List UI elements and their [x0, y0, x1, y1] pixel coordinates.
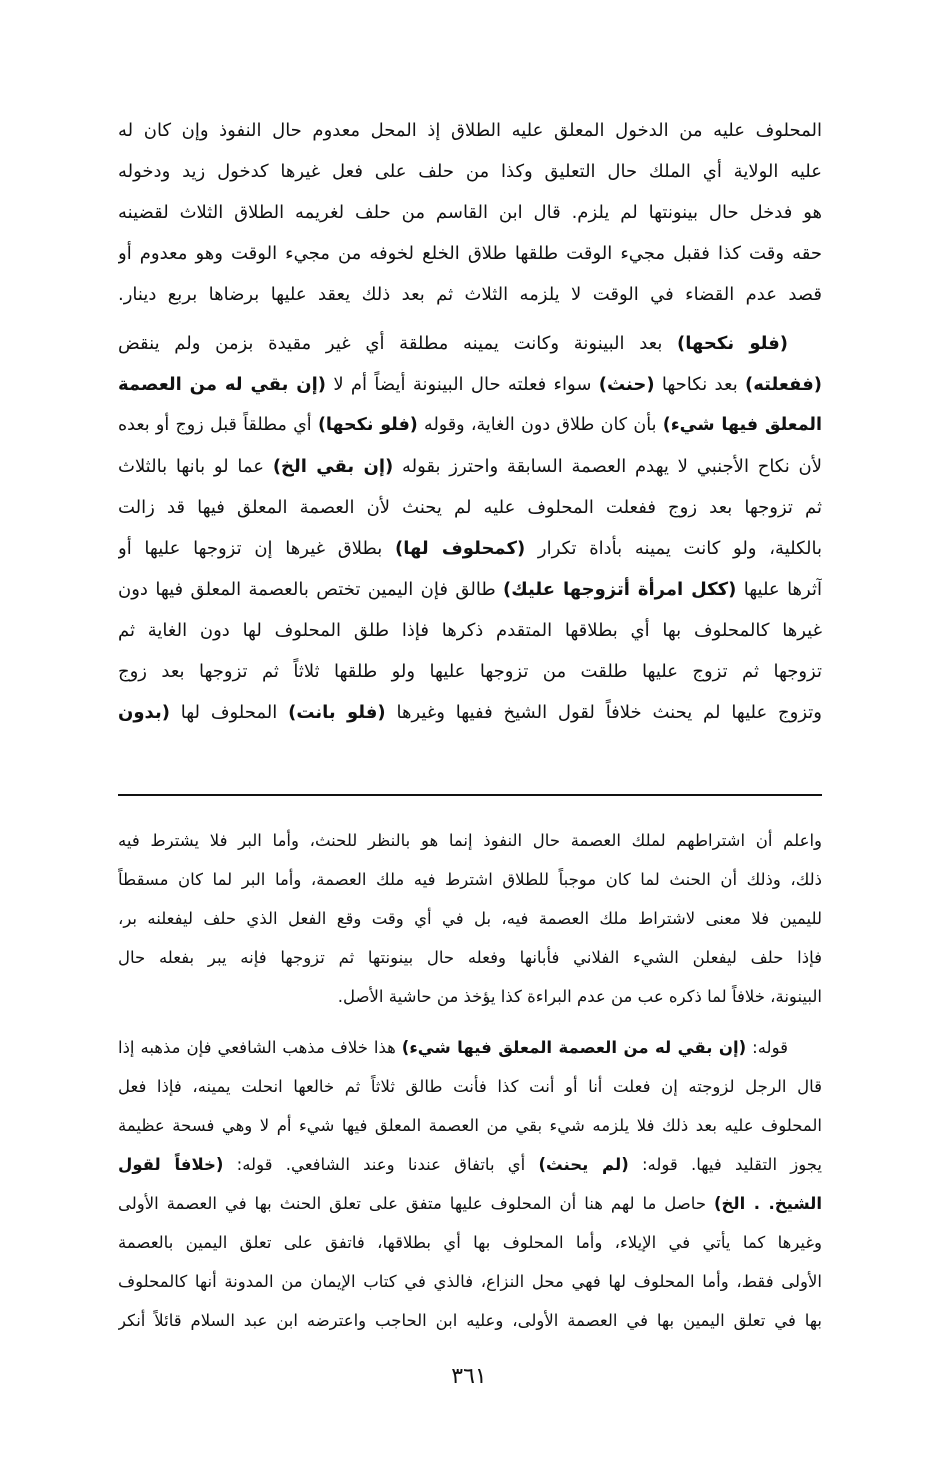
bold-quoted-term: (ككل امرأة أتزوجها عليك) [503, 579, 737, 600]
text-line [118, 569, 822, 610]
bold-quoted-term: (بدون [118, 702, 170, 723]
text-segment: بها في تعلق اليمين بها في العصمة الأولى، وعليه ابن الحاجب واعترضه ابن عبد السلام قائلاً أنكر [118, 1311, 822, 1330]
main-paragraph-1 [118, 110, 822, 315]
text-segment: سواء فعلته حال البينونة أيضاً أم لا [326, 374, 599, 395]
text-line [118, 610, 822, 651]
text-segment: وغيرها كما يأتي في الإيلاء، وأما المحلوف بها أي بطلاقها، فاتفق على تعلق اليمين بالعصمة [118, 1233, 822, 1252]
bold-quoted-term: (فلو نكحها) [317, 415, 418, 435]
text-line [118, 405, 822, 446]
text-line [118, 323, 822, 364]
text-segment: عما لو بانها بالثلاث [118, 456, 273, 477]
text-segment: حقه وقت كذا فقبل مجيء الوقت طلقها طلاق الخلع لخوفه من مجيء الوقت وهو معدوم أو [118, 243, 822, 264]
text-line [118, 1067, 822, 1106]
text-line [118, 1145, 822, 1184]
bold-quoted-term: (إن بقي له من العصمة [118, 374, 326, 395]
text-line [118, 446, 822, 487]
text-line [118, 151, 822, 192]
footnote-paragraph-1 [118, 821, 822, 1016]
text-segment: طالق فإن اليمين تختص بالعصمة المعلق فيها دون [118, 579, 504, 600]
text-line [118, 192, 822, 233]
text-line [118, 1184, 822, 1223]
bold-quoted-term: (ففعلته) [745, 374, 822, 395]
bold-quoted-term: الشيخ. . الخ) [713, 1194, 822, 1213]
bold-quoted-term: المعلق فيها شيء) [662, 415, 822, 435]
text-segment: هو فدخل حال بينونتها لم يلزم. قال ابن القاسم من حلف لغريمه الطلاق الثلاث لقضينه [118, 202, 822, 223]
text-segment: قال الرجل لزوجته إن فعلت أنا أو أنت كذا فأنت طالق ثلاثاً ثم خالعها انحلت يمينه، فإذا فعل [118, 1077, 822, 1096]
text-segment: لليمين فلا معنى لاشتراط ملك العصمة فيه، بل في أي وقت وقع الفعل الذي حلف ليفعلنه بر، [118, 909, 822, 928]
text-line [118, 1106, 822, 1145]
text-segment: يجوز التقليد فيها. قوله: [628, 1155, 822, 1174]
text-segment: تزوجها ثم تزوج عليها طلقت من تزوجها عليها ولو طلقها ثلاثاً ثم تزوجها بعد زوج [118, 661, 822, 682]
text-segment: المحلوف لها [169, 702, 289, 723]
text-segment: آثرها عليها [736, 579, 822, 600]
text-segment: عليه الولاية أي الملك حال التعليق وكذا من حلف على فعل غيرها كدخول زيد ودخوله [118, 161, 822, 182]
text-line [118, 977, 822, 1016]
text-line [118, 651, 822, 692]
bold-quoted-term: (حنث) [598, 374, 655, 395]
bold-quoted-term: (فلو بانت) [288, 702, 386, 723]
text-segment: المحلوف عليه بعد ذلك فلا يلزمه شيء بقي من العصمة المعلق فيها شيء أم لا وهي فسحة عظيمة [118, 1116, 822, 1135]
bold-quoted-term: (إن بقي له من العصمة المعلق فيها شيء) [401, 1038, 747, 1057]
text-line [118, 821, 822, 860]
text-line [118, 1028, 822, 1067]
footnote-paragraph-2 [118, 1028, 822, 1340]
text-line [118, 110, 822, 151]
text-segment: بالكلية، ولو كانت يمينه بأداة تكرار [525, 538, 822, 559]
bold-quoted-term: (لم يحنث) [538, 1155, 629, 1174]
text-line [118, 1262, 822, 1301]
text-segment: غيرها كالمحلوف بها أي بطلاقها المتقدم ذكرها فإذا طلق المحلوف لها دون الغاية ثم [118, 620, 822, 641]
text-segment: واعلم أن اشتراطهم لملك العصمة حال النفوذ إنما هو بالنظر للحنث، وأما البر فلا يشترط فيه [118, 831, 822, 850]
text-segment: أي مطلقاً قبل زوج أو بعده [118, 415, 318, 435]
footnote-separator-rule [118, 794, 822, 796]
text-segment: بأن كان طلاق دون الغاية، وقوله [417, 415, 663, 435]
text-segment: البينونة، خلافاً لما ذكره عب من عدم البراءة كذا يؤخذ من حاشية الأصل. [337, 987, 822, 1006]
text-segment: ذلك، وذلك أن الحنث لما كان موجباً للطلاق اشترط فيه ملك العصمة، وأما البر لما كان مسقطاً [118, 870, 822, 889]
text-segment: وتزوج عليها لم يحنث خلافاً لقول الشيخ ففيها وغيرها [385, 702, 822, 723]
page-number: ٣٦١ [451, 1364, 487, 1389]
text-segment: المحلوف عليه من الدخول المعلق عليه الطلاق إذ المحل معدوم حال النفوذ وإن كان له [118, 120, 822, 141]
text-segment: بعد نكاحها [654, 374, 746, 395]
text-segment: الأولى فقط، وأما المحلوف لها فهي محل النزاع، فالذي في كتاب الإيمان من المدونة أنها كالمحلوف [118, 1272, 822, 1291]
text-segment: بطلاق غيرها إن تزوجها عليها أو [118, 538, 395, 559]
text-line [118, 692, 822, 733]
text-segment: قوله: [746, 1038, 788, 1057]
text-segment: هذا خلاف مذهب الشافعي فإن مذهبه إذا [118, 1038, 402, 1057]
text-line [118, 899, 822, 938]
text-segment: قصد عدم القضاء في الوقت لا يلزمه الثلاث ثم بعد ذلك يعقد عليها برضاها بربع دينار. [118, 284, 822, 305]
text-line [118, 938, 822, 977]
bold-quoted-term: (إن بقي الخ) [272, 456, 394, 477]
text-segment: ثم تزوجها بعد زوج ففعلت المحلوف عليه لم يحنث لأن العصمة المعلق فيها قد زالت [118, 497, 822, 518]
bold-quoted-term: (كمحلوف لها) [395, 538, 526, 559]
text-line [118, 860, 822, 899]
text-line [118, 1223, 822, 1262]
text-segment: فإذا حلف ليفعلن الشيء الفلاني فأبانها وفعله حال بينونتها ثم تزوجها فإنه يبر بفعله حال [118, 948, 822, 967]
text-segment: أي باتفاق عندنا وعند الشافعي. قوله: [223, 1155, 539, 1174]
text-line [118, 1301, 822, 1340]
text-line [118, 364, 822, 405]
text-segment: حاصل ما لهم هنا أن المحلوف عليها متفق على تعلق الحنث بها في العصمة الأولى [118, 1194, 714, 1213]
bold-quoted-term: (خلافاً لقول [118, 1155, 224, 1174]
text-segment: بعد البينونة وكانت يمينه مطلقة أي غير مقيدة بزمن ولم ينقض [118, 333, 678, 354]
main-paragraph-2 [118, 323, 822, 733]
text-line [118, 233, 822, 274]
text-line [118, 274, 822, 315]
text-segment: لأن نكاح الأجنبي لا يهدم العصمة السابقة واحترز بقوله [393, 456, 822, 477]
text-line [118, 487, 822, 528]
bold-quoted-term: (فلو نكحها) [677, 333, 789, 354]
text-line [118, 528, 822, 569]
